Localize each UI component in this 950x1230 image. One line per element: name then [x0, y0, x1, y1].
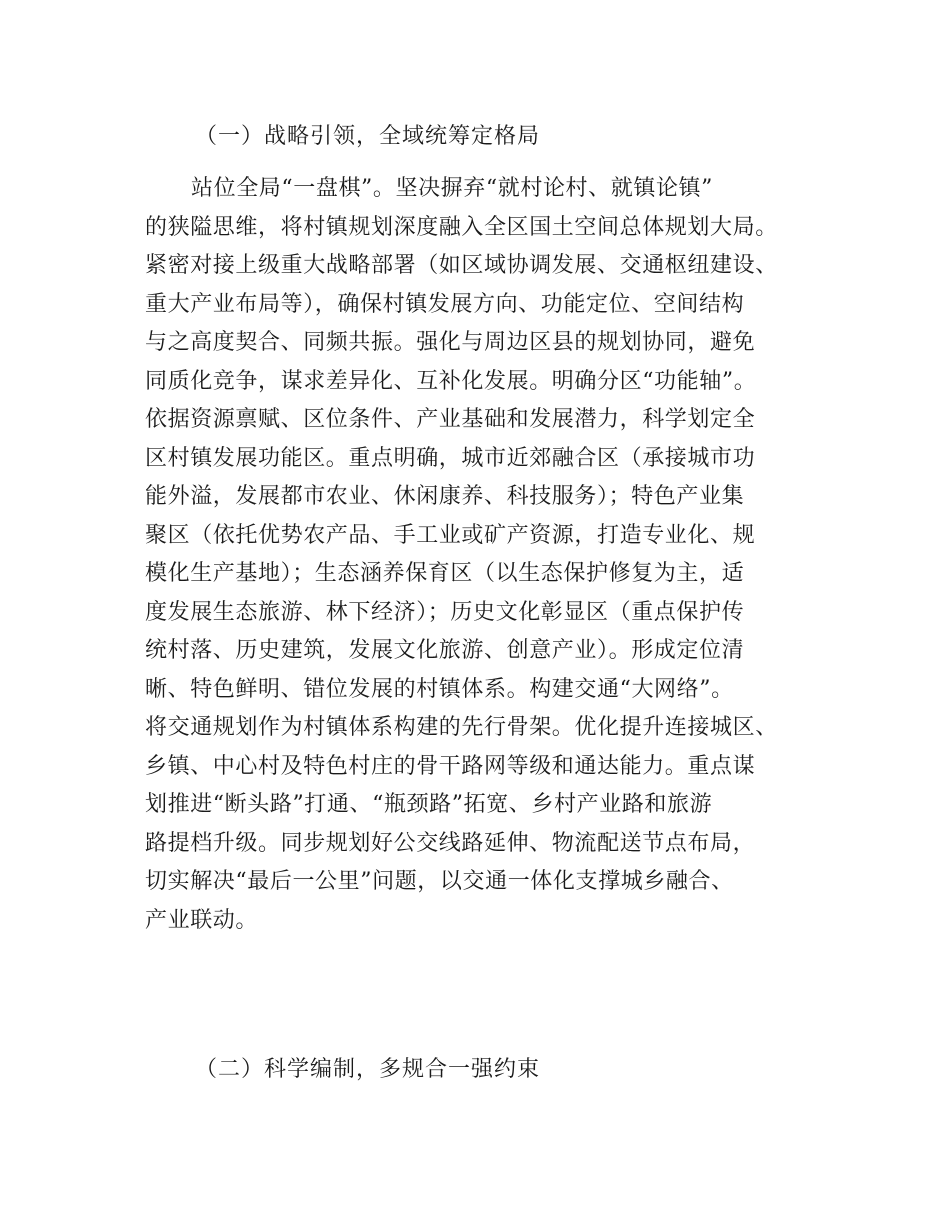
- paragraph-line: 路提档升级。同步规划好公交线路延伸、物流配送节点布局，: [145, 830, 756, 856]
- paragraph-line: 将交通规划作为村镇体系构建的先行骨架。优化提升连接城区、: [145, 715, 778, 740]
- paragraph-line: 晰、特色鲜明、错位发展的村镇体系。构建交通“大网络”。: [145, 676, 734, 702]
- paragraph-line: 的狭隘思维，将村镇规划深度融入全区国土空间总体规划大局。: [145, 214, 778, 240]
- paragraph-line: 切实解决“最后一公里”问题，以交通一体化支撑城乡融合、: [145, 869, 734, 894]
- paragraph-line: 与之高度契合、同频共振。强化与周边区县的规划协同，避免: [145, 330, 756, 355]
- section-heading-1: （一）战略引领，全域统筹定格局: [195, 124, 541, 149]
- section-heading-2: （二）科学编制，多规合一强约束: [195, 1057, 541, 1082]
- paragraph-line: 统村落、历史建筑，发展文化旅游、创意产业）。形成定位清: [145, 638, 745, 663]
- paragraph-line: 同质化竞争，谋求差异化、互补化发展。明确分区“功能轴”。: [145, 368, 757, 394]
- paragraph-line: 模化生产基地）；生态涵养保育区（以生态保护修复为主，适: [145, 561, 745, 586]
- paragraph-line: 度发展生态旅游、林下经济）；历史文化彰显区（重点保护传: [145, 599, 745, 625]
- paragraph-line: 产业联动。: [145, 907, 259, 933]
- paragraph-line: 紧密对接上级重大战略部署（如区域协调发展、交通枢纽建设、: [145, 253, 778, 278]
- paragraph-line: 聚区（依托优势农产品、手工业或矿产资源，打造专业化、规: [145, 522, 756, 548]
- paragraph-line: 能外溢，发展都市农业、休闲康养、科技服务）；特色产业集: [145, 484, 745, 509]
- paragraph-line: 乡镇、中心村及特色村庄的骨干路网等级和通达能力。重点谋: [145, 753, 756, 779]
- section-1-body: [145, 170, 825, 940]
- paragraph-line: 依据资源禀赋、区位条件、产业基础和发展潜力，科学划定全: [145, 407, 756, 432]
- paragraph-line: 区村镇发展功能区。重点明确，城市近郊融合区（承接城市功: [145, 445, 756, 471]
- paragraph-line: 重大产业布局等），确保村镇发展方向、功能定位、空间结构: [145, 291, 745, 317]
- paragraph-line: 划推进“断头路”打通、“瓶颈路”拓宽、乡村产业路和旅游: [145, 792, 713, 817]
- paragraph-line: 站位全局“一盘棋”。坚决摒弃“就村论村、就镇论镇”: [191, 176, 713, 201]
